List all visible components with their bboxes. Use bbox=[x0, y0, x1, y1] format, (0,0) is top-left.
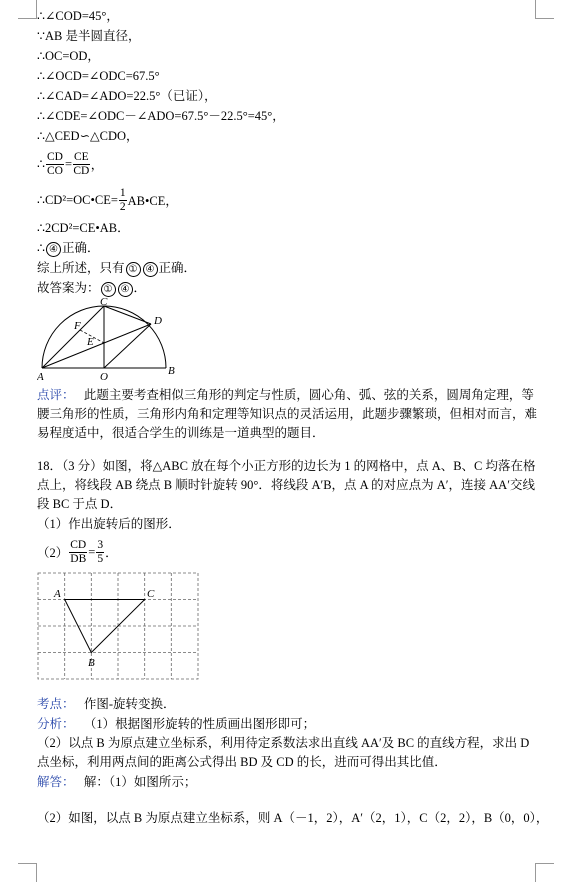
page-corner-mark bbox=[535, 0, 554, 19]
denominator: DB bbox=[70, 552, 87, 565]
label-e: E bbox=[87, 336, 94, 348]
text: ． bbox=[133, 281, 147, 295]
text: 正确． bbox=[158, 261, 197, 275]
proof-line: ∴2CD²=CE•AB． bbox=[37, 221, 130, 235]
label-o: O bbox=[100, 371, 108, 382]
fraction bbox=[119, 187, 127, 214]
label-b: B bbox=[168, 365, 175, 377]
text: 正确． bbox=[61, 241, 100, 255]
document-body bbox=[37, 6, 549, 828]
proof-line: ∴OC=OD， bbox=[37, 49, 100, 63]
proof-line-fraction bbox=[37, 182, 537, 218]
label-d: D bbox=[154, 315, 162, 327]
comment-label: 点评： bbox=[37, 388, 75, 402]
fenxi-text: （1）根据图形旋转的性质画出图形即可； bbox=[83, 717, 316, 731]
semicircle-figure bbox=[37, 298, 187, 382]
fraction bbox=[96, 539, 104, 566]
kaodian-text: 作图-旋转变换． bbox=[83, 697, 176, 711]
answer-line bbox=[37, 278, 537, 298]
proof-line: ∵AB 是半圆直径， bbox=[37, 29, 141, 43]
question-part: （1）作出旋转后的图形． bbox=[37, 517, 181, 531]
kaodian-label: 考点： bbox=[37, 697, 75, 711]
label-b: B bbox=[88, 657, 95, 669]
segment-ad bbox=[42, 324, 151, 368]
circled-number: ① bbox=[101, 282, 116, 297]
text: = bbox=[64, 156, 72, 171]
page-corner-mark bbox=[18, 0, 37, 19]
jieda-text: 解：（1）如图所示； bbox=[83, 775, 197, 789]
segment-ac bbox=[42, 306, 104, 368]
fenxi-label: 分析： bbox=[37, 717, 75, 731]
text: ∴CD²=OC•CE= bbox=[37, 193, 118, 207]
text: 故答案为： bbox=[37, 281, 100, 295]
text: ∴ bbox=[37, 157, 45, 171]
numerator: 3 bbox=[97, 538, 104, 551]
proof-line: ∴∠CAD=∠ADO=22.5°（已证）， bbox=[37, 89, 217, 103]
denominator: 2 bbox=[119, 200, 126, 213]
fenxi-line bbox=[37, 714, 537, 734]
text: = bbox=[88, 544, 96, 559]
circled-number: ④ bbox=[118, 282, 133, 297]
grid-figure bbox=[37, 572, 202, 684]
denominator: CO bbox=[46, 164, 63, 177]
text: ． bbox=[105, 546, 118, 560]
denominator: CD bbox=[73, 164, 90, 177]
comment-block bbox=[37, 386, 537, 443]
text: 综上所述，只有 bbox=[37, 261, 125, 275]
jieda-label: 解答： bbox=[37, 775, 75, 789]
jieda-line bbox=[37, 772, 537, 792]
page-corner-mark bbox=[535, 863, 554, 882]
label-a: A bbox=[54, 588, 61, 600]
circled-number: ① bbox=[126, 262, 141, 277]
question-part bbox=[37, 534, 537, 570]
text: ∴ bbox=[37, 241, 45, 255]
proof-line: ∴△CED∽△CDO， bbox=[37, 129, 139, 143]
text: AB•CE， bbox=[127, 194, 178, 208]
segment-od bbox=[104, 324, 151, 368]
denominator: 5 bbox=[97, 552, 104, 565]
numerator: 1 bbox=[119, 186, 126, 199]
circled-number: ④ bbox=[143, 262, 158, 277]
label-c: C bbox=[100, 298, 108, 308]
fraction bbox=[73, 151, 90, 178]
numerator: CD bbox=[46, 150, 63, 163]
text: ， bbox=[90, 158, 104, 172]
circled-number: ④ bbox=[46, 242, 61, 257]
numerator: CE bbox=[74, 150, 89, 163]
fenxi-text-2: （2）以点 B 为原点建立坐标系，利用待定系数法求出直线 AA′及 BC 的直线方程，求出 D 点坐标，利用两点间的距离公式得出 BD 及 CD 的长，进而可得出其比值． bbox=[37, 736, 530, 769]
segment-cd bbox=[104, 306, 151, 324]
proof-line bbox=[37, 238, 537, 258]
proof-line: ∴∠CDE=∠ODC－∠ADO=67.5°－22.5°=45°， bbox=[37, 109, 285, 123]
label-f: F bbox=[74, 320, 81, 332]
label-a: A bbox=[37, 371, 44, 382]
fraction bbox=[46, 151, 64, 178]
proof-line-fraction bbox=[37, 146, 537, 182]
numerator: CD bbox=[70, 538, 87, 551]
comment-text: 此题主要考查相似三角形的判定与性质，圆心角、弧、弦的关系，圆周角定理，等腰三角形的性质，三角形内角和定理等知识点的灵活运用，此题步骤繁琐，但相对而言，难易程度适中，很适合学生的训练是一道典型的题目． bbox=[37, 388, 538, 440]
question-stem: 18．（3 分）如图，将△ABC 放在每个小正方形的边长为 1 的网格中，点 A、B、C 均落在格点上，将线段 AB 绕点 B 顺时针旋转 90°．将线段 A′B，点 A 的对应点为 A′，连接 AA′交线段 BC 于点 D． bbox=[37, 459, 536, 511]
proof-line: ∴∠OCD=∠ODC=67.5° bbox=[37, 69, 160, 83]
proof-line: ∴∠COD=45°， bbox=[37, 9, 119, 23]
fraction bbox=[69, 539, 87, 566]
label-c: C bbox=[147, 588, 155, 600]
page-corner-mark bbox=[18, 863, 37, 882]
kaodian-line bbox=[37, 694, 537, 714]
solution-line: （2）如图，以点 B 为原点建立坐标系，则 A（－1，2），A′（2，1），C（2，2），B（0，0）， bbox=[37, 811, 549, 825]
proof-line bbox=[37, 258, 537, 278]
text: （2） bbox=[37, 546, 69, 560]
